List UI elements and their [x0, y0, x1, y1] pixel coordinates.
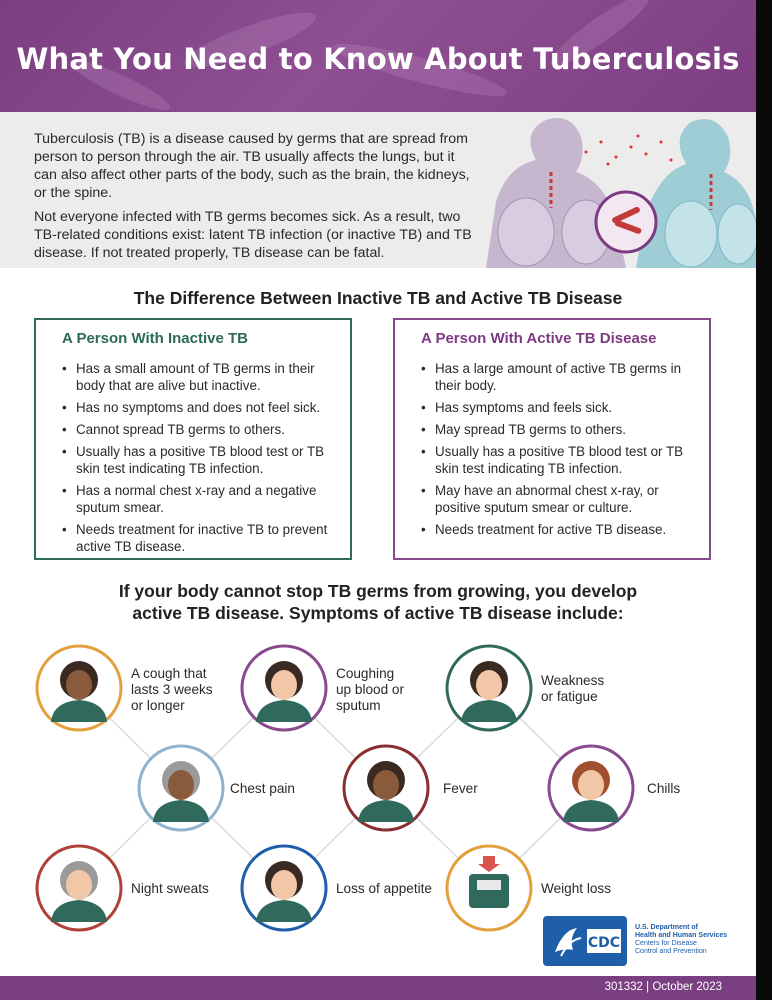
agency-line-3: Centers for Disease: [635, 940, 697, 947]
cdc-badge-text: CDC: [587, 935, 621, 951]
symptoms-title-line-1: If your body cannot stop TB germs from growing, you develop: [118, 581, 638, 601]
symptom-label-line: up blood or: [336, 682, 405, 697]
chest-pain-person-icon: [139, 746, 223, 830]
symptom-label: [230, 781, 295, 797]
list-item: • Has a small amount of TB germs in their body that are alive but inactive.: [62, 360, 342, 394]
agency-name: [635, 924, 735, 956]
night-sweats-person-icon: [37, 846, 121, 930]
agency-line-1: U.S. Department of: [635, 924, 699, 931]
intro-paragraph-1: Tuberculosis (TB) is a disease caused by germs that are spread from person to person through the air. TB usually affects the lungs, but it can also affect other parts of the body, such as the brain, the kidneys, or the spine.: [34, 131, 470, 201]
symptoms-title-line-2: active TB disease. Symptoms of active TB disease include:: [132, 603, 624, 623]
list-item: • Needs treatment for active TB disease.: [421, 521, 701, 538]
symptom-label-line: or fatigue: [541, 689, 598, 704]
symptom-label-line: sputum: [336, 698, 381, 713]
symptom-label-line: Weakness: [541, 673, 605, 688]
list-item: • Usually has a positive TB blood test or TB skin test indicating TB infection.: [421, 443, 701, 477]
agency-line-2: Health and Human Services: [635, 932, 728, 939]
list-item: • Usually has a positive TB blood test or TB skin test indicating TB infection.: [62, 443, 342, 477]
list-item: • Has symptoms and feels sick.: [421, 399, 701, 416]
difference-title: The Difference Between Inactive TB and Active TB Disease: [133, 288, 623, 308]
list-item: • Has a large amount of active TB germs in their body.: [421, 360, 701, 394]
symptom-label: [443, 781, 478, 797]
inactive-tb-title: A Person With Inactive TB: [62, 330, 249, 347]
symptom-label-line: Coughing: [336, 666, 395, 681]
tired-person-icon: [447, 646, 531, 730]
symptom-label-line: A cough that: [131, 666, 207, 681]
symptom-label-line: Night sweats: [131, 881, 209, 896]
publication-info: 301332 | October 2023: [604, 981, 722, 993]
symptom-label-line: Chills: [647, 781, 681, 796]
list-item: • Has a normal chest x-ray and a negative sputum smear.: [62, 482, 342, 516]
agency-line-4: Control and Prevention: [635, 948, 707, 955]
hhs-eagle-icon: [543, 916, 627, 966]
chills-person-icon: [549, 746, 633, 830]
symptom-label-line: Weight loss: [541, 881, 612, 896]
symptom-label: [647, 781, 680, 797]
symptom-label: [131, 881, 209, 897]
symptom-label-line: Loss of appetite: [336, 881, 432, 896]
no-appetite-person-icon: [242, 846, 326, 930]
symptom-label-line: Fever: [443, 781, 478, 796]
hhs-cdc-badge: [543, 916, 627, 966]
symptom-label: [541, 673, 604, 705]
symptom-label-line: Chest pain: [230, 781, 295, 796]
symptom-label: [131, 666, 213, 714]
symptom-label: [541, 881, 611, 897]
intro-paragraph-2: Not everyone infected with TB germs becomes sick. As a result, two TB-related conditions exist: latent TB infection (or inactive TB) and TB disease. If not treated properly, TB disease can be fatal.: [34, 209, 472, 261]
symptom-label-line: lasts 3 weeks: [131, 682, 213, 697]
footer-bar: [0, 976, 756, 1000]
cdc-logo: [543, 916, 733, 968]
cough-person-icon: [37, 646, 121, 730]
list-item: • May spread TB germs to others.: [421, 421, 701, 438]
coughing-blood-person-icon: [242, 646, 326, 730]
page-title: What You Need to Know About Tuberculosis: [16, 42, 740, 76]
fever-person-icon: [344, 746, 428, 830]
active-tb-title: A Person With Active TB Disease: [421, 330, 657, 347]
screen-edge: [756, 0, 772, 1000]
list-item: • May have an abnormal chest x-ray, or positive sputum smear or culture.: [421, 482, 701, 516]
list-item: • Needs treatment for inactive TB to prevent active TB disease.: [62, 521, 342, 555]
symptom-label: [336, 881, 432, 897]
list-item: • Cannot spread TB germs to others.: [62, 421, 342, 438]
symptom-label: [336, 666, 404, 714]
symptom-label-line: or longer: [131, 698, 185, 713]
scale-icon: [447, 846, 531, 930]
list-item: • Has no symptoms and does not feel sick.: [62, 399, 342, 416]
